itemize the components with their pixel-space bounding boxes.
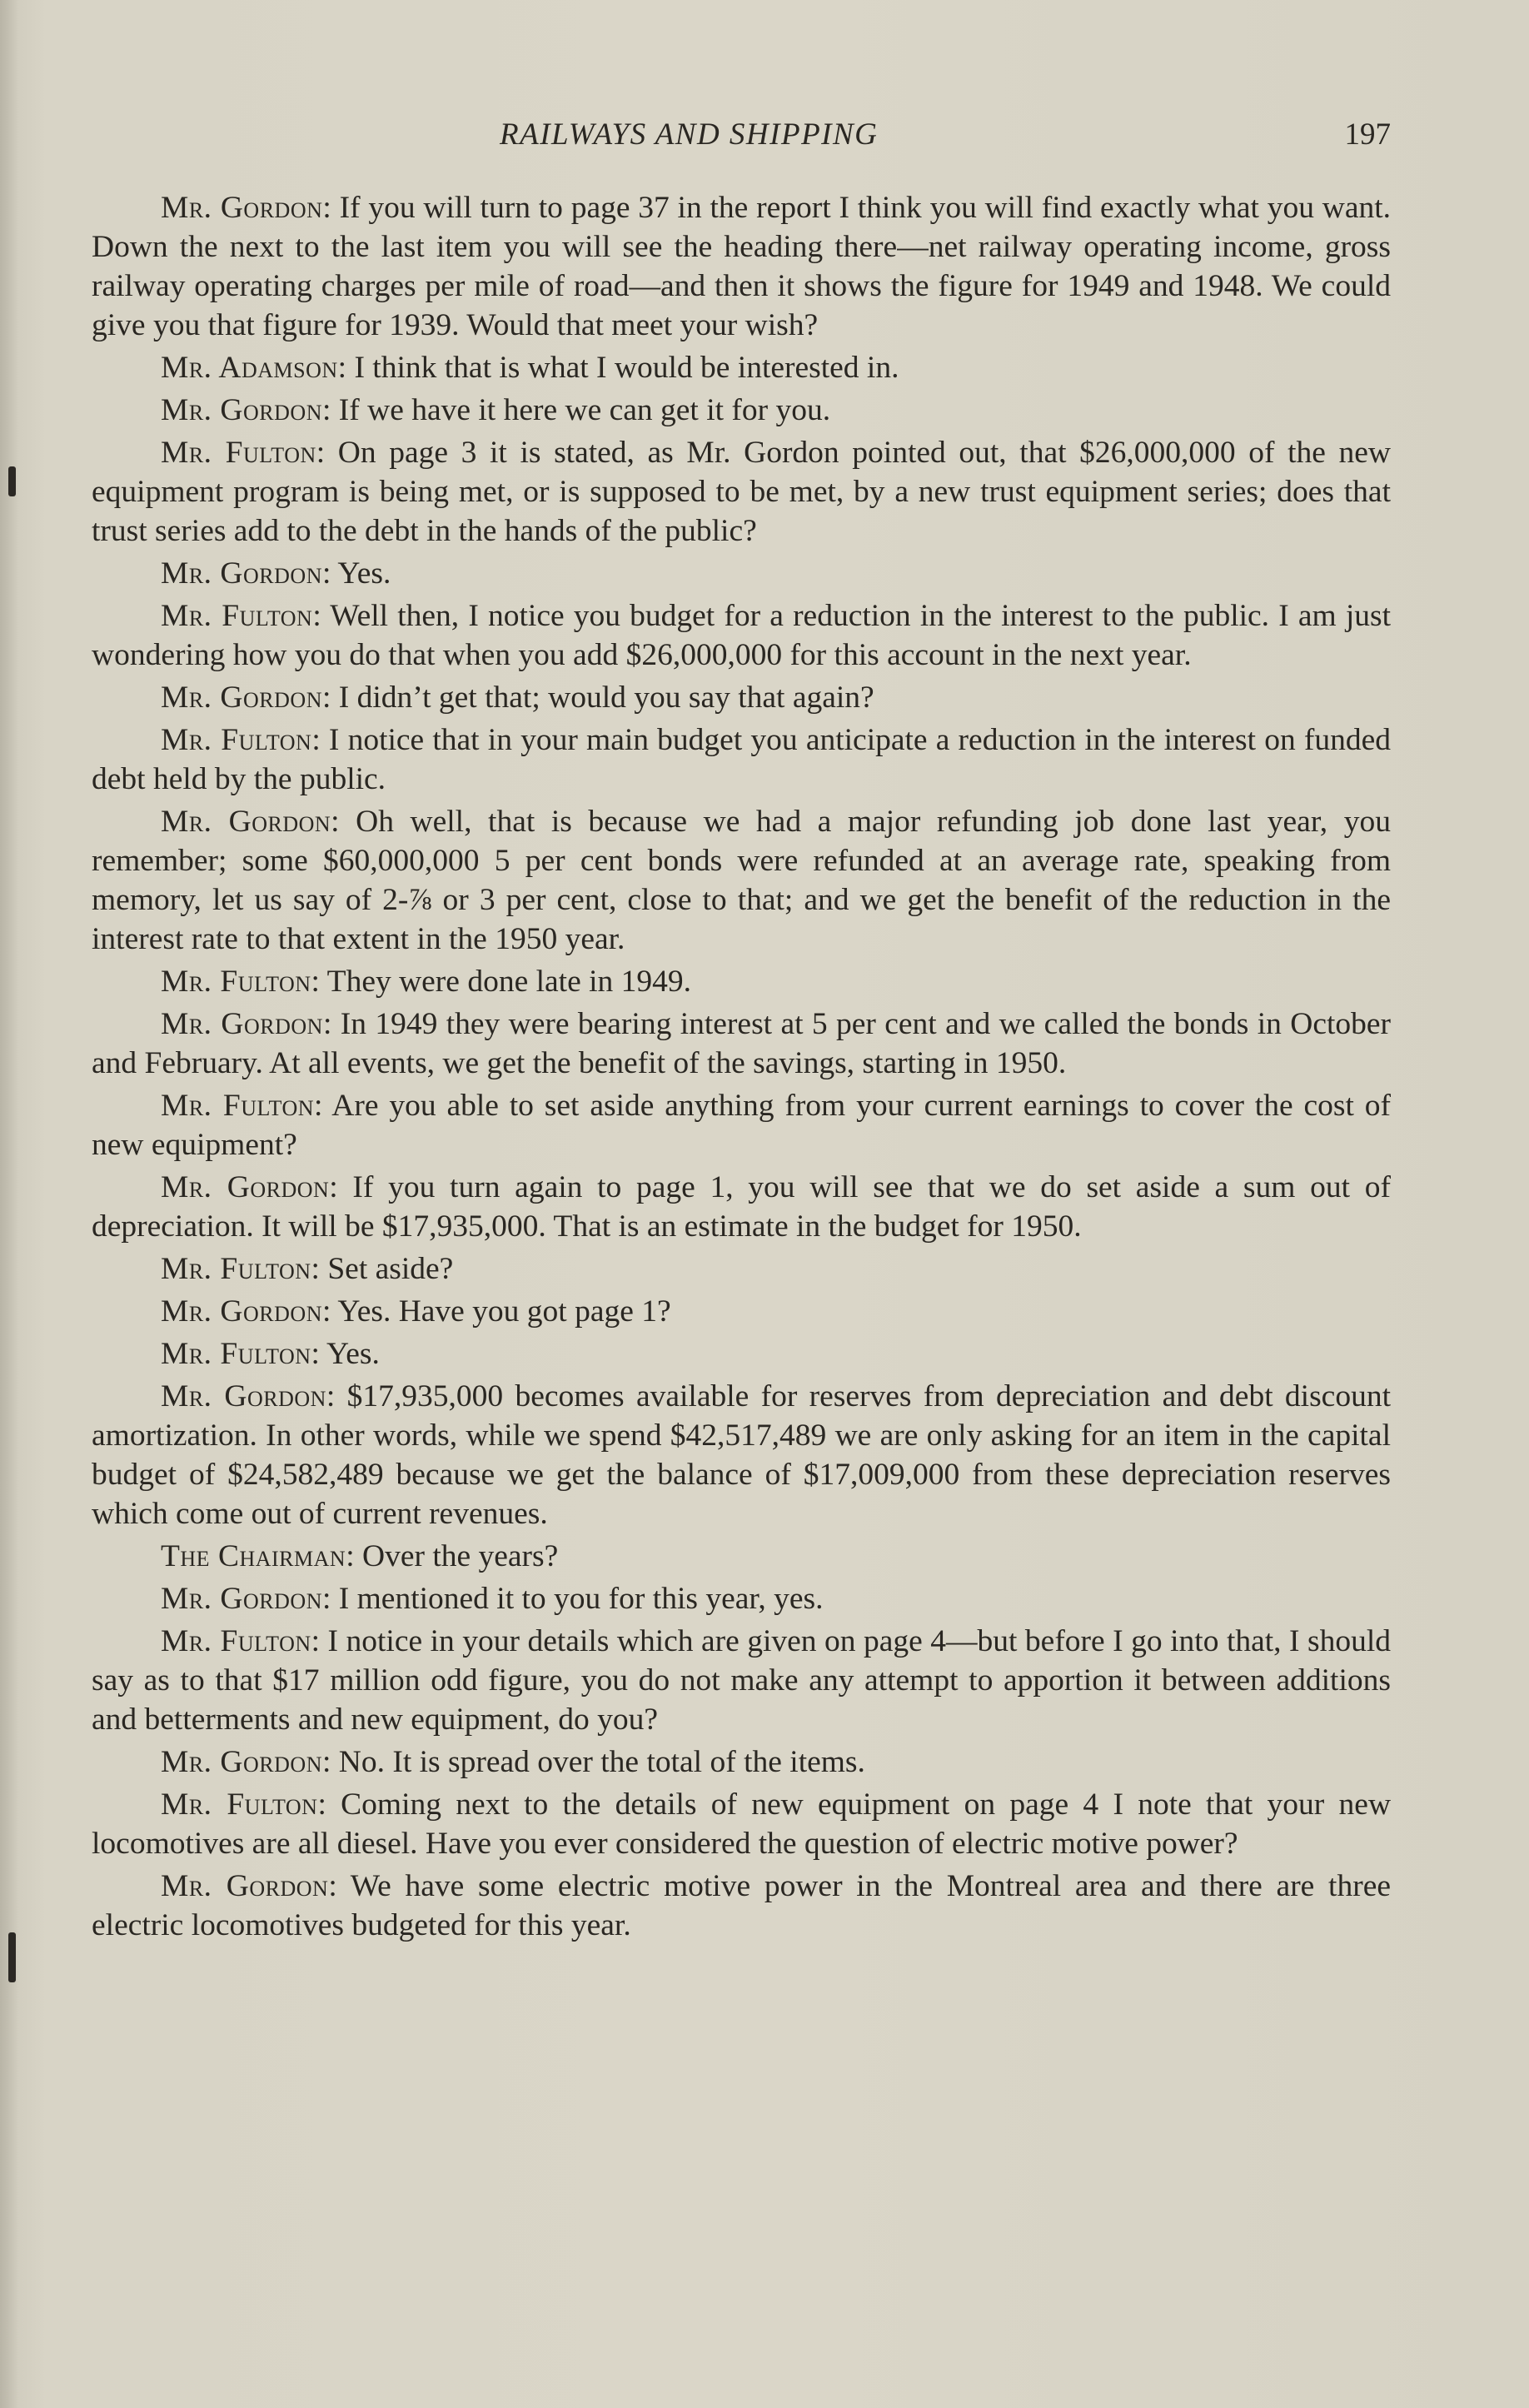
paragraph: Mr. Gordon: If we have it here we can get it for you. <box>161 393 831 427</box>
paragraph: Mr. Fulton: I notice in your details which are given on page 4—but before I go into that, I should say as to that $17 million odd figure, you do not make any attempt to apportion it between additions and betterments and new equipment, do you? <box>92 1624 1392 1737</box>
paragraph: Mr. Gordon: If you turn again to page 1, you will see that we do set aside a sum out of depreciation. It will be $17,935,000. That is an estimate in the budget for 1950. <box>92 1170 1391 1244</box>
speaker-name: Mr. Fulton <box>161 1337 311 1371</box>
speech-text: I mentioned it to you for this year, yes. <box>338 1582 824 1616</box>
speaker-name: Mr. Fulton <box>161 723 312 757</box>
speech-text: Are you able to set aside anything from your current earnings to cover the cost of new equipment? <box>92 1089 1391 1162</box>
paragraph: Mr. Fulton: Are you able to set aside anything from your current earnings to cover the cost of new equipment? <box>92 1089 1391 1162</box>
speaker-name: Mr. Adamson <box>161 351 338 385</box>
paragraph: Mr. Fulton: Yes. <box>161 1337 380 1371</box>
speech-text: I notice that in your main budget you anticipate a reduction in the interest on funded debt held by the public. <box>92 723 1392 796</box>
paragraph: Mr. Fulton: I notice that in your main budget you anticipate a reduction in the interest on funded debt held by the public. <box>92 723 1392 796</box>
speaker-name: Mr. Gordon <box>161 805 331 839</box>
paragraph: Mr. Fulton: Well then, I notice you budget for a reduction in the interest to the public. I am just wondering how you do that when you add $26,000,000 for this account in the next year. <box>92 599 1391 672</box>
gutter-shadow <box>0 0 18 2408</box>
speaker-name: Mr. Gordon <box>161 1170 330 1204</box>
speaker-name: Mr. Gordon <box>161 393 322 427</box>
speech-text: If you will turn to page 37 in the report I think you will find exactly what you want. Down the next to the last item you will see the heading there—net railway operating income, gross railway operating charges per mile of road—and then it shows the figure for 1949 and 1948. We could give you that figure for 1939. Would that meet your wish? <box>92 191 1392 342</box>
binding-mark <box>8 1932 16 1982</box>
paragraph: Mr. Adamson: I think that is what I would be interested in. <box>161 351 899 385</box>
speaker-name: Mr. Fulton <box>161 1252 311 1286</box>
paragraph: The Chairman: Over the years? <box>161 1539 559 1573</box>
speech-text: No. It is spread over the total of the items. <box>338 1745 865 1779</box>
paragraph: Mr. Fulton: They were done late in 1949. <box>161 965 692 999</box>
paragraph: Mr. Gordon: In 1949 they were bearing interest at 5 per cent and we called the bonds in October and February. At all events, we get the benefit of the savings, starting in 1950. <box>92 1007 1392 1080</box>
speaker-name: Mr. Gordon <box>161 1869 329 1903</box>
speaker-name: The Chairman <box>161 1539 346 1573</box>
transcript-body <box>92 188 1391 1948</box>
speech-text: In 1949 they were bearing interest at 5 per cent and we called the bonds in October and February. At all events, we get the benefit of the savings, starting in 1950. <box>92 1007 1392 1080</box>
speech-text: Over the years? <box>361 1539 559 1573</box>
speaker-name: Mr. Gordon <box>161 1582 322 1616</box>
speech-text: I think that is what I would be interested in. <box>354 351 899 385</box>
page-number: 197 <box>1344 117 1391 152</box>
speaker-name: Mr. Fulton <box>161 436 316 470</box>
paragraph: Mr. Gordon: Yes. Have you got page 1? <box>161 1294 671 1329</box>
speaker-name: Mr. Fulton <box>161 1089 315 1123</box>
paragraph: Mr. Gordon: Oh well, that is because we had a major refunding job done last year, you remember; some $60,000,000 5 per cent bonds were refunded at an average rate, speaking from memory, let us say of 2-⅞ or 3 per cent, close to that; and we get the benefit of the reduction in the interest rate to that extent in the 1950 year. <box>92 805 1391 956</box>
speaker-name: Mr. Fulton <box>161 965 311 999</box>
speaker-name: Mr. Fulton <box>161 1787 318 1822</box>
speaker-name: Mr. Fulton <box>161 599 313 633</box>
paragraph: Mr. Gordon: We have some electric motive power in the Montreal area and there are three electric locomotives budgeted for this year. <box>92 1869 1391 1942</box>
paragraph: Mr. Gordon: Yes. <box>161 556 391 591</box>
speech-text: I didn’t get that; would you say that again? <box>338 681 874 715</box>
speaker-name: Mr. Gordon <box>161 1007 323 1041</box>
paragraph: Mr. Fulton: On page 3 it is stated, as Mr. Gordon pointed out, that $26,000,000 of the new equipment program is being met, or is supposed to be met, by a new trust equipment series; does that trust series add to the debt in the hands of the public? <box>92 436 1391 548</box>
speech-text: Oh well, that is because we had a major refunding job done last year, you remember; some $60,000,000 5 per cent bonds were refunded at an average rate, speaking from memory, let us say of 2-⅞ or 3 per cent, close to that; and we get the benefit of the reduction in the interest rate to that extent in the 1950 year. <box>92 805 1391 956</box>
speech-text: If you turn again to page 1, you will see that we do set aside a sum out of depreciation. It will be $17,935,000. That is an estimate in the budget for 1950. <box>92 1170 1391 1244</box>
paragraph: Mr. Gordon: If you will turn to page 37 in the report I think you will find exactly what you want. Down the next to the last item you will see the heading there—net railway operating income, gross railway operating charges per mile of road—and then it shows the figure for 1949 and 1948. We could give you that figure for 1939. Would that meet your wish? <box>92 191 1392 342</box>
paragraph: Mr. Fulton: Set aside? <box>161 1252 454 1286</box>
speaker-name: Mr. Gordon <box>161 1294 322 1329</box>
speaker-name: Mr. Gordon <box>161 1379 326 1413</box>
running-title: RAILWAYS AND SHIPPING <box>500 117 879 152</box>
paragraph: Mr. Gordon: No. It is spread over the total of the items. <box>161 1745 865 1779</box>
paragraph: Mr. Fulton: Coming next to the details of new equipment on page 4 I note that your new locomotives are all diesel. Have you ever considered the question of electric motive power? <box>92 1787 1392 1861</box>
paragraph: Mr. Gordon: I didn’t get that; would you say that again? <box>161 681 874 715</box>
speech-text: They were done late in 1949. <box>326 965 692 999</box>
speech-text: We have some electric motive power in the Montreal area and there are three electric locomotives budgeted for this year. <box>92 1869 1391 1942</box>
speaker-name: Mr. Gordon <box>161 191 323 225</box>
paragraph: Mr. Gordon: $17,935,000 becomes available for reserves from depreciation and debt discount amortization. In other words, while we spend $42,517,489 we are only asking for an item in the capital budget of $24,582,489 because we get the balance of $17,009,000 from these depreciation reserves which come out of current revenues. <box>92 1379 1391 1531</box>
page-header <box>92 117 1391 157</box>
speech-text: On page 3 it is stated, as Mr. Gordon pointed out, that $26,000,000 of the new equipment program is being met, or is supposed to be met, by a new trust equipment series; does that trust series add to the debt in the hands of the public? <box>92 436 1391 548</box>
binding-mark <box>8 466 16 496</box>
speech-text: Yes. <box>326 1337 380 1371</box>
speech-text: Yes. Have you got page 1? <box>337 1294 671 1329</box>
speech-text: Set aside? <box>327 1252 454 1286</box>
speaker-name: Mr. Gordon <box>161 1745 322 1779</box>
speech-text: If we have it here we can get it for you. <box>338 393 831 427</box>
speech-text: Yes. <box>337 556 391 591</box>
speech-text: $17,935,000 becomes available for reserves from depreciation and debt discount amortization. In other words, while we spend $42,517,489 we are only asking for an item in the capital budget of $24,582,489 because we get the balance of $17,009,000 from these depreciation reserves which come out of current revenues. <box>92 1379 1391 1531</box>
speech-text: I notice in your details which are given on page 4—but before I go into that, I should say as to that $17 million odd figure, you do not make any attempt to apportion it between additions and betterments and new equipment, do you? <box>92 1624 1392 1737</box>
paragraph: Mr. Gordon: I mentioned it to you for this year, yes. <box>161 1582 824 1616</box>
speaker-name: Mr. Fulton <box>161 1624 311 1658</box>
speaker-name: Mr. Gordon <box>161 556 322 591</box>
speech-text: Well then, I notice you budget for a reduction in the interest to the public. I am just wondering how you do that when you add $26,000,000 for this account in the next year. <box>92 599 1391 672</box>
speaker-name: Mr. Gordon <box>161 681 322 715</box>
speech-text: Coming next to the details of new equipment on page 4 I note that your new locomotives are all diesel. Have you ever considered the question of electric motive power? <box>92 1787 1392 1861</box>
